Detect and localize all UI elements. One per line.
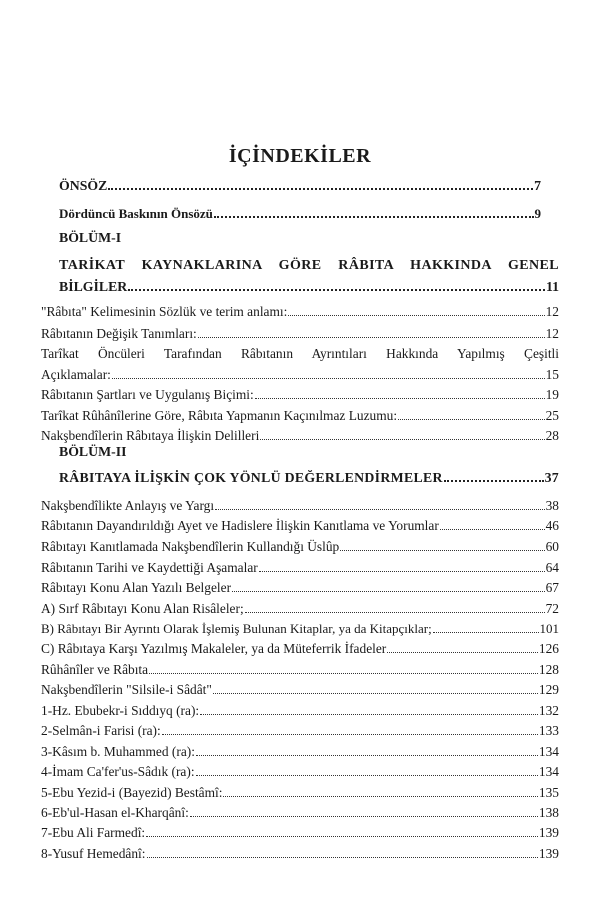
- toc-entry-label: Nakşbendîlerin "Silsile-i Sâdât": [41, 682, 212, 697]
- toc-entry-page: 46: [545, 518, 559, 533]
- toc-entry[interactable]: [41, 783, 559, 801]
- toc-entry-label: 2-Selmân-i Farisi (ra):: [41, 723, 161, 738]
- toc-entry[interactable]: [41, 844, 559, 862]
- toc-entry[interactable]: [41, 496, 559, 514]
- toc-entry[interactable]: [41, 365, 559, 383]
- dot-leader: [108, 175, 533, 190]
- toc-entry-label: BİLGİLER: [59, 279, 128, 294]
- dot-leader: [215, 496, 545, 510]
- dot-leader: [440, 516, 545, 530]
- toc-entry-label: C) Râbıtaya Karşı Yazılmış Makaleler, ya da Müteferrik İfadeler: [41, 641, 387, 656]
- dot-leader: [444, 467, 544, 482]
- dot-leader: [128, 276, 545, 291]
- dot-leader: [398, 406, 545, 420]
- toc-entry-line1: Tarîkat Öncüleri Tarafından Râbıtanın Ayrıntıları Hakkında Yapılmış Çeşitli: [41, 346, 559, 361]
- toc-entry[interactable]: [41, 680, 559, 698]
- toc-entry[interactable]: [41, 639, 559, 657]
- toc-entry-page: 133: [538, 723, 559, 738]
- toc-entry-page: 67: [545, 580, 559, 595]
- toc-entry[interactable]: [41, 599, 559, 617]
- dot-leader: [146, 823, 538, 837]
- toc-entry-page: 25: [545, 408, 559, 423]
- toc-entry-page: 11: [545, 279, 559, 294]
- toc-entry-page: 12: [545, 326, 559, 341]
- toc-entry-label: RÂBITAYA İLİŞKİN ÇOK YÖNLÜ DEĞERLENDİRMELER: [59, 470, 443, 485]
- toc-entry[interactable]: [41, 537, 559, 555]
- dot-leader: [255, 385, 545, 399]
- toc-entry-label: 8-Yusuf Hemedânî:: [41, 846, 146, 861]
- dot-leader: [196, 762, 538, 776]
- dot-leader: [259, 558, 545, 572]
- toc-entry[interactable]: [41, 762, 559, 780]
- toc-entry-page: 138: [538, 805, 559, 820]
- toc-entry-label: Tarîkat Rûhânîlerine Göre, Râbıta Yapmanın Kaçınılmaz Luzumu:: [41, 408, 398, 423]
- toc-entry-page: 139: [538, 825, 559, 840]
- dot-leader: [149, 660, 538, 674]
- toc-entry-label: 4-İmam Ca'fer'us-Sâdık (ra):: [41, 764, 195, 779]
- toc-entry-page: 7: [534, 178, 541, 193]
- toc-entry[interactable]: [41, 406, 559, 424]
- toc-entry-label: Râbıtanın Dayandırıldığı Ayet ve Hadislere İlişkin Kanıtlama ve Yorumlar: [41, 518, 439, 533]
- section-heading-2: BÖLÜM-II: [59, 444, 127, 459]
- toc-entry[interactable]: [41, 823, 559, 841]
- toc-entry-label: Râbıtanın Tarihi ve Kaydettiği Aşamalar: [41, 560, 258, 575]
- toc-entry-label: Râbıtanın Şartları ve Uygulanış Biçimi:: [41, 387, 254, 402]
- section-heading-1: BÖLÜM-I: [59, 230, 122, 245]
- toc-entry-label: "Râbıta" Kelimesinin Sözlük ve terim anlamı:: [41, 304, 288, 319]
- toc-entry[interactable]: [41, 578, 559, 596]
- toc-entry-page: 19: [545, 387, 559, 402]
- toc-entry-page: 126: [538, 641, 559, 656]
- dot-leader: [162, 721, 538, 735]
- toc-chapter-1[interactable]: [59, 276, 559, 294]
- dot-leader: [213, 680, 538, 694]
- dot-leader: [147, 844, 538, 858]
- toc-entry-page: 72: [545, 601, 559, 616]
- toc-entry-page: 101: [539, 621, 559, 636]
- toc-entry-label: 5-Ebu Yezid-i (Bayezid) Bestâmî:: [41, 785, 223, 800]
- toc-entry-page: 129: [538, 682, 559, 697]
- toc-entry-label: Râbıtanın Değişik Tanımları:: [41, 326, 197, 341]
- toc-entry-label: Açıklamalar:: [41, 367, 111, 382]
- dot-leader: [340, 537, 544, 551]
- toc-entry[interactable]: [41, 721, 559, 739]
- page-title: İÇİNDEKİLER: [228, 145, 372, 167]
- toc-entry-page: 132: [538, 703, 559, 718]
- toc-entry-label: Nakşbendîlikte Anlayış ve Yargı: [41, 498, 215, 513]
- toc-entry-label: A) Sırf Râbıtayı Konu Alan Risâleler;: [41, 601, 244, 616]
- toc-entry-page: 38: [545, 498, 559, 513]
- toc-entry-page: 37: [544, 470, 559, 485]
- dot-leader: [214, 203, 534, 218]
- dot-leader: [190, 803, 538, 817]
- toc-entry-label: Dördüncü Baskının Önsözü: [59, 206, 213, 221]
- toc-entry-page: 134: [538, 764, 559, 779]
- toc-entry-label: B) Râbıtayı Bir Ayrıntı Olarak İşlemiş Bulunan Kitaplar, ya da Kitapçıklar;: [41, 621, 432, 636]
- toc-entry[interactable]: [41, 426, 559, 444]
- toc-entry-page: 60: [545, 539, 559, 554]
- toc-entry-page: 12: [545, 304, 559, 319]
- toc-entry-label: ÖNSÖZ: [59, 178, 108, 193]
- toc-entry-page: 134: [538, 744, 559, 759]
- toc-entry-label: 7-Ebu Ali Farmedî:: [41, 825, 146, 840]
- toc-entry[interactable]: [41, 619, 559, 637]
- dot-leader: [245, 599, 545, 613]
- dot-leader: [196, 742, 538, 756]
- dot-leader: [223, 783, 537, 797]
- toc-entry-page: 64: [545, 560, 559, 575]
- toc-entry-page: 9: [534, 206, 541, 221]
- toc-entry-page: 139: [538, 846, 559, 861]
- toc-entry-label: 6-Eb'ul-Hasan el-Kharqânî:: [41, 805, 189, 820]
- chapter-title-1-line1: TARİKAT KAYNAKLARINA GÖRE RÂBITA HAKKINDA GENEL: [59, 258, 559, 273]
- dot-leader: [232, 578, 545, 592]
- toc-entry-page: 28: [545, 428, 559, 443]
- dot-leader: [433, 619, 539, 633]
- toc-entry-label: 1-Hz. Ebubekr-i Sıddıyq (ra):: [41, 703, 200, 718]
- toc-entry[interactable]: [41, 516, 559, 534]
- toc-chapter-2[interactable]: [59, 467, 559, 485]
- toc-entry[interactable]: [41, 701, 559, 719]
- toc-entry-label: 3-Kâsım b. Muhammed (ra):: [41, 744, 195, 759]
- toc-entry-page: 128: [538, 662, 559, 677]
- dot-leader: [198, 324, 545, 338]
- dot-leader: [387, 639, 538, 653]
- toc-entry-label: Râbıtayı Kanıtlamada Nakşbendîlerin Kullandığı Üslûp: [41, 539, 340, 554]
- toc-entry[interactable]: [41, 660, 559, 678]
- toc-entry[interactable]: [41, 302, 559, 320]
- toc-entry[interactable]: [41, 742, 559, 760]
- toc-entry-preface[interactable]: [59, 175, 541, 193]
- toc-entry[interactable]: [41, 385, 559, 403]
- dot-leader: [200, 701, 538, 715]
- dot-leader: [260, 426, 544, 440]
- toc-entry-label: Râbıtayı Konu Alan Yazılı Belgeler: [41, 580, 232, 595]
- toc-entry[interactable]: [41, 803, 559, 821]
- toc-entry-label: Rûhânîler ve Râbıta: [41, 662, 149, 677]
- dot-leader: [288, 302, 544, 316]
- toc-entry-fourth-edition-preface[interactable]: [59, 203, 541, 221]
- toc-entry[interactable]: [41, 558, 559, 576]
- dot-leader: [112, 365, 545, 379]
- toc-entry-page: 15: [545, 367, 559, 382]
- toc-entry[interactable]: [41, 324, 559, 342]
- toc-entry-label: Nakşbendîlerin Râbıtaya İlişkin Delilleri: [41, 428, 260, 443]
- toc-entry-page: 135: [538, 785, 559, 800]
